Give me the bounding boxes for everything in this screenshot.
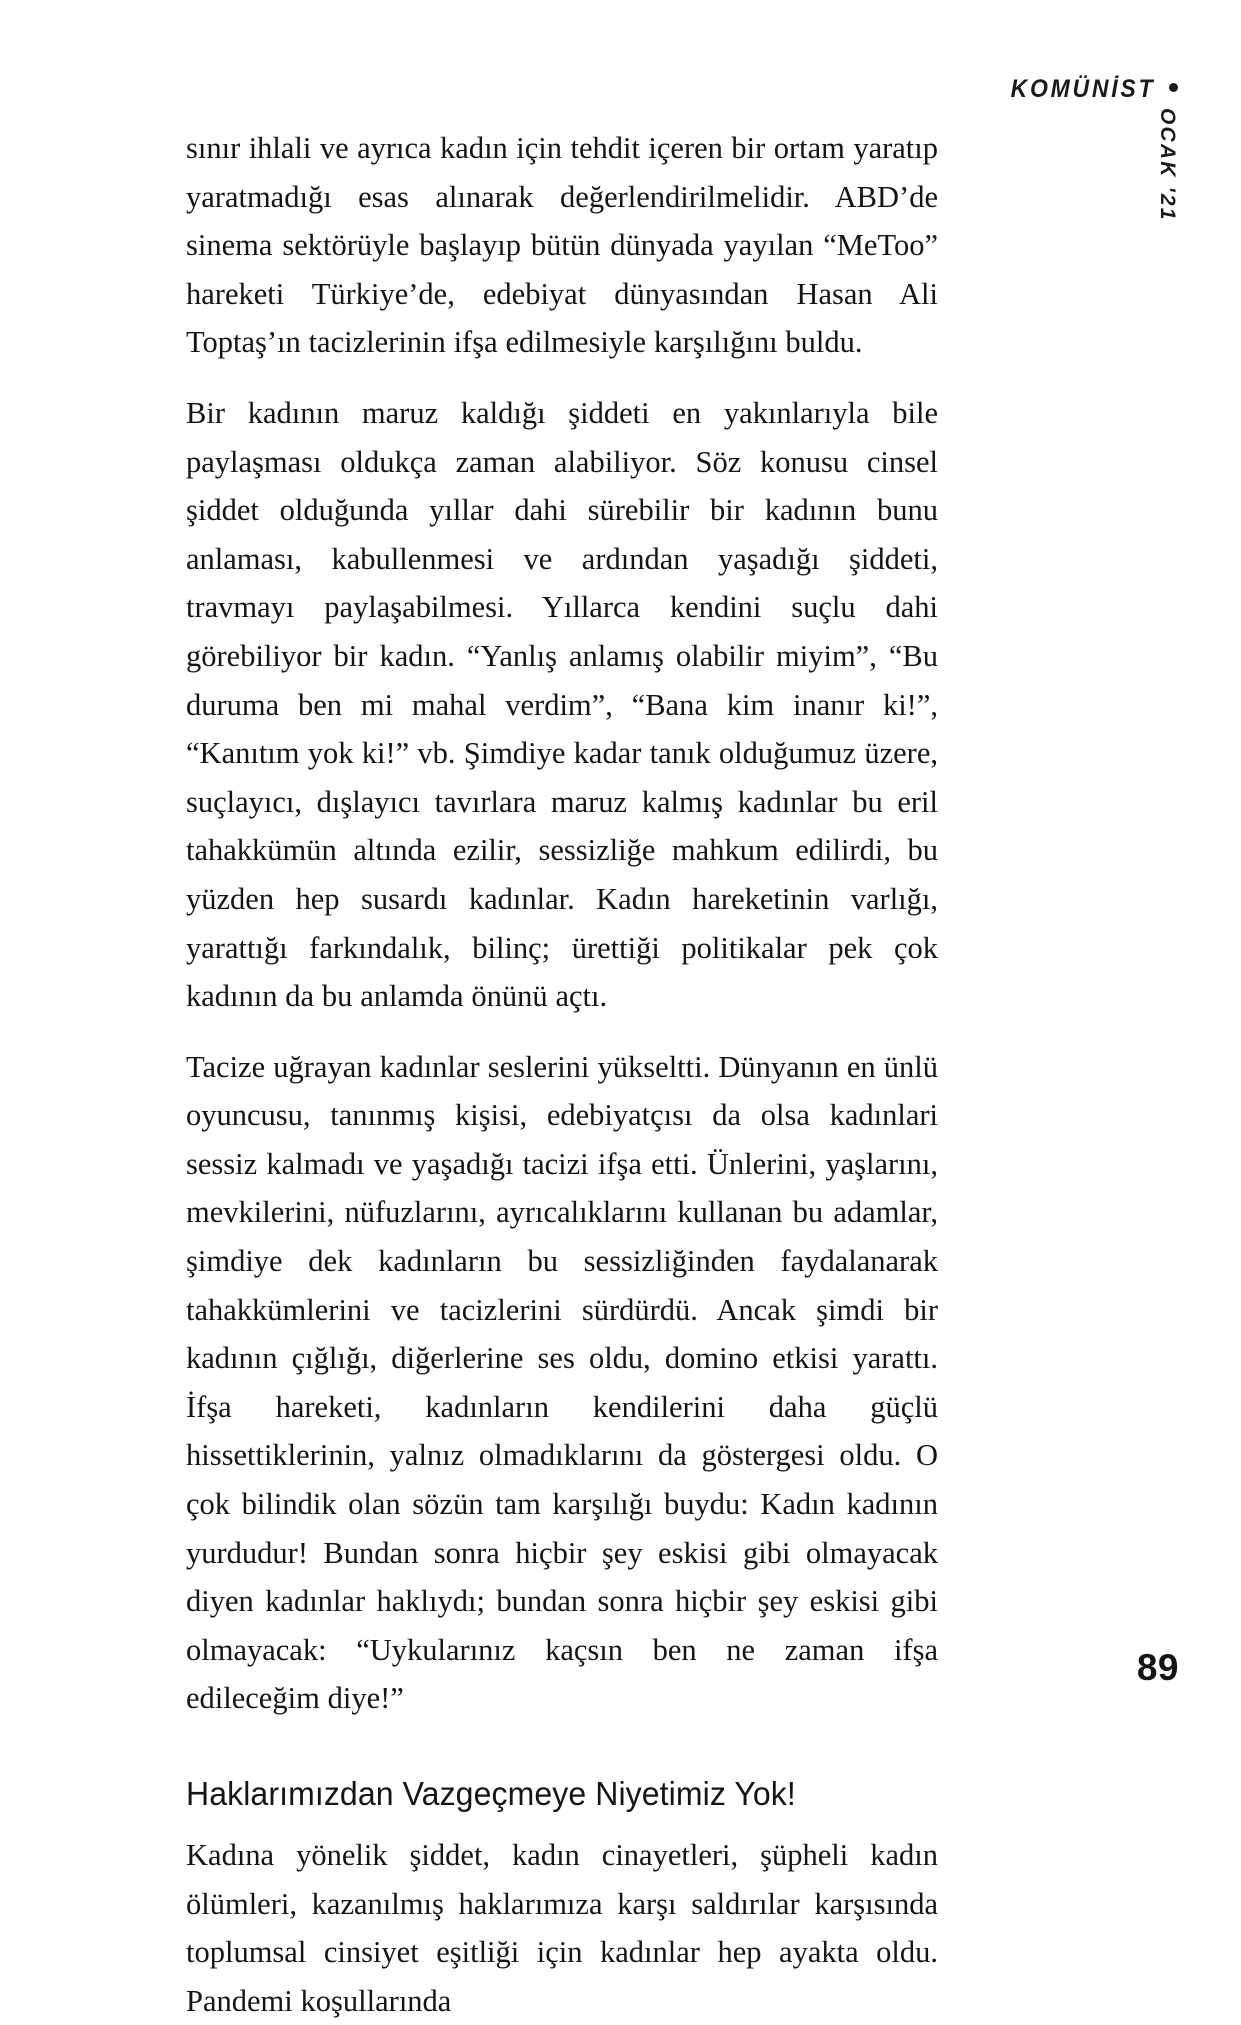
paragraph-1: sınır ihlali ve ayrıca kadın için tehdit içeren bir ortam yaratıp yaratmadığı esas alınarak değerlendirilmelidir. ABD’de sinema sektörüyle başlayıp bütün dünyada yayılan “MeToo” hareketi Türkiye’de, edebiyat dünyasından Hasan Ali Toptaş’ın tacizlerinin ifşa edilmesiyle karşılığını buldu. <box>186 131 938 360</box>
paragraph-2: Bir kadının maruz kaldığı şiddeti en yakınlarıyla bile paylaşması oldukça zaman alabiliyor. Söz konusu cinsel şiddet olduğunda yıllar dahi sürebilir bir kadının bunu anlaması, kabullenmesi ve ardından yaşadığı şiddeti, travmayı paylaşabilmesi. Yıllarca kendini suçlu dahi görebiliyor bir kadın. “Yanlış anlamış olabilir miyim”, “Bu duruma ben mi mahal verdim”, “Bana kim inanır ki!”, “Kanıtım yok ki!” vb. Şimdiye kadar tanık olduğumuz üzere, suçlayıcı, dışlayıcı tavırlara maruz kalmış kadınlar bu eril tahakkümün altında ezilir, sessizliğe mahkum edilirdi, bu yüzden hep susardı kadınlar. Kadın hareketinin varlığı, yarattığı farkındalık, bilinç; ürettiği politikalar pek çok kadının da bu anlamda önünü açtı. <box>186 395 938 1014</box>
running-head <box>998 72 1178 106</box>
section-heading: Haklarımızdan Vazgeçmeye Niyetimiz Yok! <box>186 1775 796 1812</box>
paragraph-3: Tacize uğrayan kadınlar seslerini yükseltti. Dünyanın en ünlü oyuncusu, tanınmış kişisi, edebiyatçısı da olsa kadınlari sessiz kalmadı ve yaşadığı tacizi ifşa etti. Ünlerini, yaşlarını, mevkilerini, nüfuzlarını, ayrıcalıklarını kullanan bu adamlar, şimdiye dek kadınların bu sessizliğinden faydalanarak tahakkümlerini ve tacizlerini sürdürdü. Ancak şimdi bir kadının çığlığı, diğerlerine ses oldu, domino etkisi yarattı. İfşa hareketi, kadınların kendilerini daha güçlü hissettiklerinin, yalnız olmadıklarını da göstergesi oldu. O çok bilindik olan sözün tam karşılığı buydu: Kadın kadının yurdudur! Bundan sonra hiçbir şey eskisi gibi olmayacak diyen kadınlar haklıydı; bundan sonra hiçbir şey eskisi gibi olmayacak: “Uykularınız kaçsın ben ne zaman ifşa edileceğim diye!” <box>186 1049 938 1716</box>
publication-title: KOMÜNİST <box>1010 74 1155 103</box>
issue-date-label: OCAK '21 <box>1156 108 1179 222</box>
text-column <box>186 124 938 2025</box>
page-number: 89 <box>1136 1647 1179 1688</box>
issue-date <box>1152 108 1186 238</box>
paragraph-4: Kadına yönelik şiddet, kadın cinayetleri, şüpheli kadın ölümleri, kazanılmış haklarımıza karşı saldırılar karşısında toplumsal cinsiyet eşitliği için kadınlar hep ayakta oldu. Pandemi koşullarında <box>186 1837 938 2018</box>
section-heading-block <box>186 1775 938 1813</box>
bullet-icon <box>1169 83 1178 92</box>
